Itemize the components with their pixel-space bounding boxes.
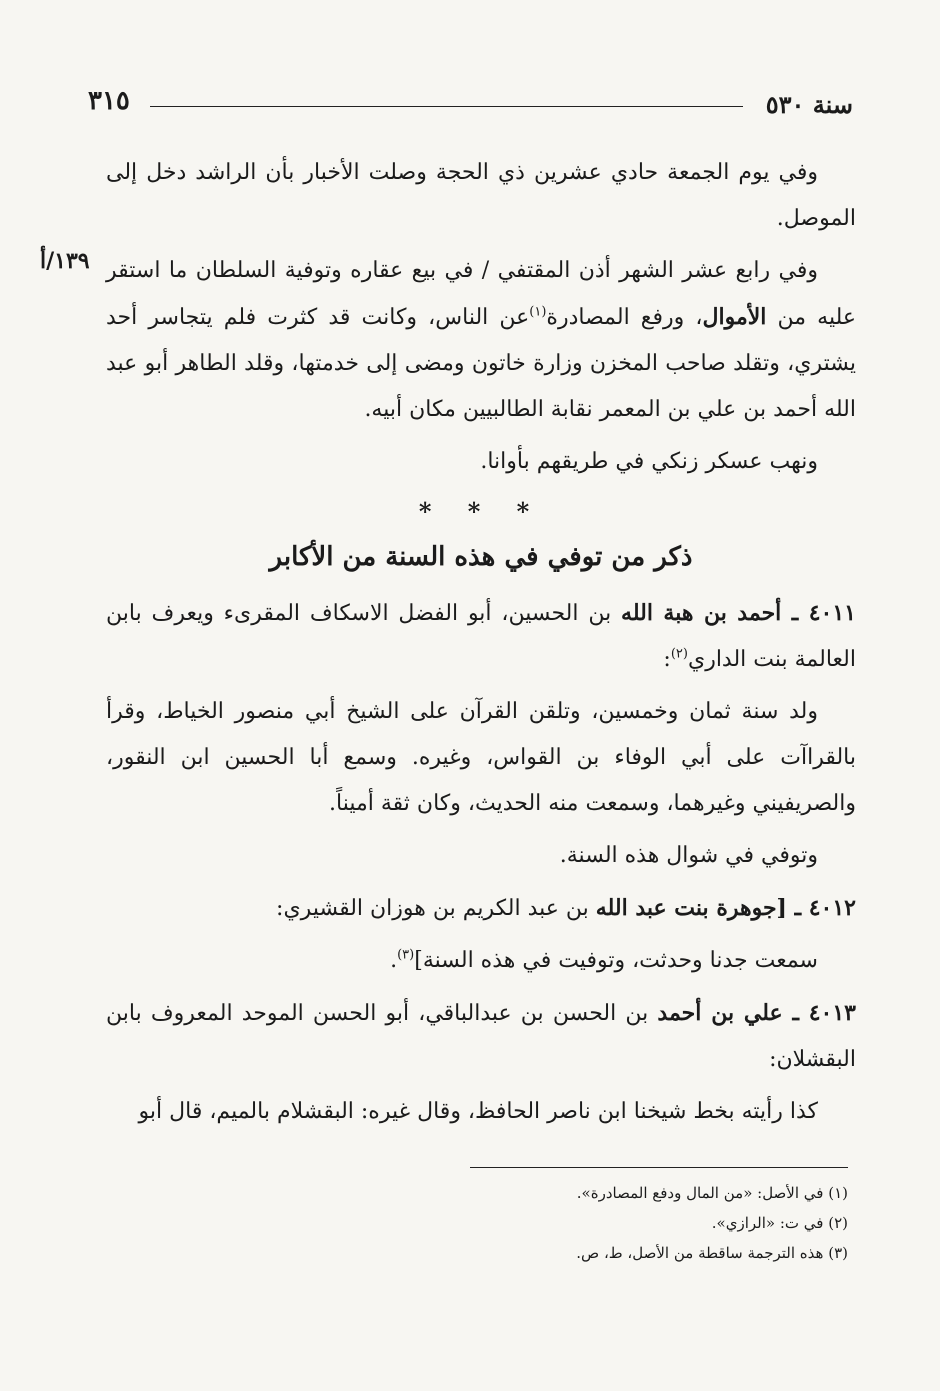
page-number: ٣١٥: [88, 86, 130, 116]
paragraph-text: ، ورفع المصادرة: [546, 305, 703, 330]
entry-4012-bio: [106, 938, 856, 984]
entry-4011-title: [106, 590, 856, 683]
entry-4013-bio: كذا رأيته بخط شيخنا ابن ناصر الحافظ، وقال غيره: البقشلام بالميم، قال أبو: [138, 1099, 818, 1124]
entry-text: .: [390, 948, 398, 973]
paragraph-muqtafi: [106, 248, 856, 433]
footnote-rule: [470, 1167, 848, 1168]
section-heading: ذكر من توفي في هذه السنة من الأكابر: [269, 542, 693, 572]
footnote-ref: (٣): [397, 947, 415, 963]
entry-text: سمعت جدنا وحدثت، وتوفيت في هذه السنة]: [414, 948, 818, 973]
entry-name: ٤٠١١ ـ أحمد بن هبة الله: [621, 600, 856, 626]
main-text: [106, 150, 856, 1141]
paragraph-zanki: ونهب عسكر زنكي في طريقهم بأوانا.: [480, 449, 818, 474]
entry-text: :: [663, 647, 671, 672]
paragraph-text: عن الناس، وكانت قد كثرت فلم يتجاسر أحد يشتري، وتقلد صاحب المخزن وزارة خاتون ومضى إلى خدمتها، وقلد الطاهر أبو عبد الله أحمد بن علي بن المعمر نقابة الطالبيين مكان أبيه.: [106, 305, 856, 422]
footnote: (٣) هذه الترجمة ساقطة من الأصل، ط، ص.: [576, 1244, 848, 1262]
folio-margin-note: ١٣٩/أ: [40, 248, 90, 274]
entry-4012-title: [106, 885, 856, 932]
bold-word: الأموال: [702, 304, 767, 330]
entry-name: ٤٠١٣ ـ علي بن أحمد: [657, 1000, 856, 1026]
footnotes: [88, 1178, 848, 1268]
entry-text: بن الحسن بن عبدالباقي، أبو الحسن الموحد المعروف بابن البقشلان:: [106, 1001, 856, 1072]
section-separator-stars: * * *: [418, 497, 544, 526]
running-header: [88, 86, 853, 126]
entry-text: بن عبد الكريم بن هوزان القشيري:: [276, 896, 596, 921]
entry-4013-title: [106, 990, 856, 1083]
footnote-ref: (١): [529, 304, 547, 320]
paragraph-text: وفي رابع عشر الشهر أذن المقتفي / في بيع عقاره وتوفية السلطان ما استقر عليه من: [106, 258, 856, 330]
footnote: (١) في الأصل: «من المال ودفع المصادرة».: [576, 1184, 848, 1202]
entry-text: بن الحسين، أبو الفضل الاسكاف المقرىء ويعرف بابن العالمة بنت الداري: [106, 601, 856, 672]
entry-4011-death: وتوفي في شوال هذه السنة.: [559, 843, 818, 868]
entry-4011-bio: ولد سنة ثمان وخمسين، وتلقن القرآن على الشيخ أبي منصور الخياط، وقرأ بالقراآت على أبي الوفاء بن القواس، وغيره. وسمع أبا الحسين ابن النقور، والصريفيني وغيرهما، وسمعت منه الحديث، وكان ثقة أميناً.: [106, 699, 856, 816]
entry-name: ٤٠١٢ ـ [جوهرة بنت عبد الله: [595, 895, 856, 921]
header-rule: [150, 106, 743, 107]
paragraph-rashid: وفي يوم الجمعة حادي عشرين ذي الحجة وصلت الأخبار بأن الراشد دخل إلى الموصل.: [106, 160, 856, 231]
footnote: (٢) في ت: «الرازي».: [711, 1214, 848, 1232]
header-year: سنة ٥٣٠: [765, 90, 853, 119]
footnote-ref: (٢): [670, 646, 688, 662]
